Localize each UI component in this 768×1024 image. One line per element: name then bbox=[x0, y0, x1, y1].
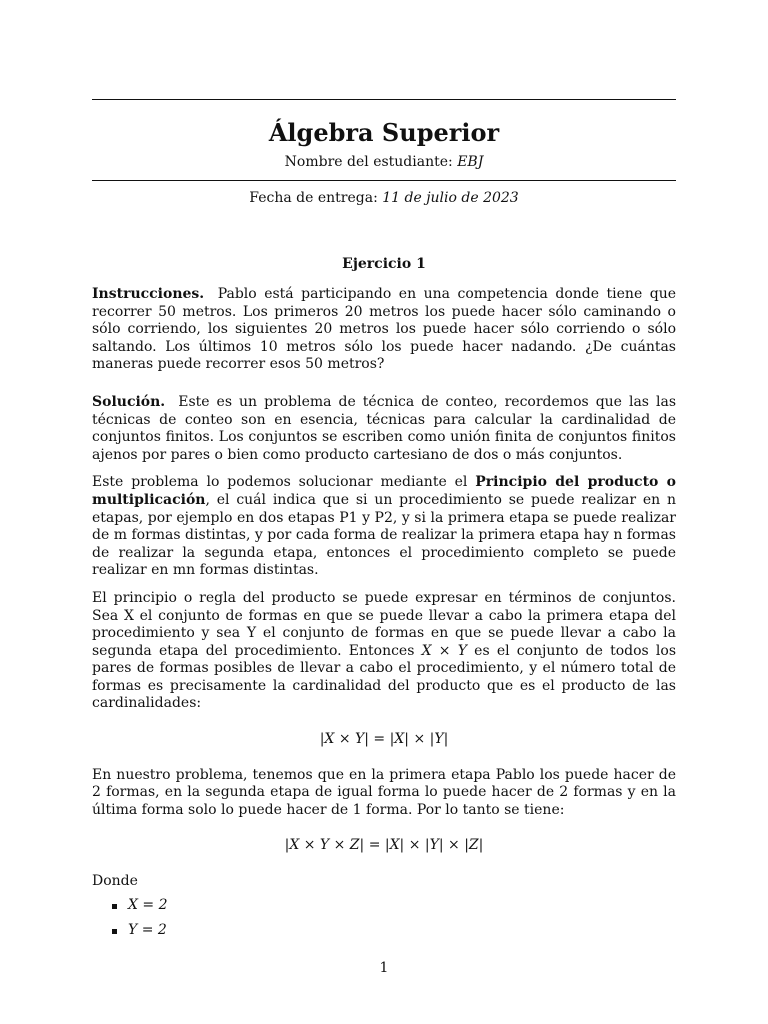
middle-rule bbox=[92, 180, 676, 181]
donde-label: Donde bbox=[92, 873, 138, 890]
date-line bbox=[92, 190, 676, 206]
sets-paragraph bbox=[92, 590, 676, 713]
exercise-body bbox=[92, 286, 676, 948]
product-principle-paragraph bbox=[92, 474, 676, 580]
solution-lead: Solución. bbox=[92, 393, 166, 410]
p2-after: , el cuál indica que si un procedimiento se puede realizar en n etapas, por ejemplo en dos etapas P1 y P2, y si la primera etapa se puede realizar de m formas distintas, y por cada forma de realizar la primera etapa hay n formas de realizar la segunda etapa, entonces el procedimiento completo se puede realizar en mn formas distintas. bbox=[92, 491, 676, 579]
p3-math: X × Y bbox=[421, 642, 467, 659]
p2-before: Este problema lo podemos solucionar mediante el bbox=[92, 474, 468, 491]
formula-2: |X × Y × Z| = |X| × |Y| × |Z| bbox=[284, 837, 484, 854]
document-title: Álgebra Superior bbox=[268, 118, 500, 147]
p4-text: En nuestro problema, tenemos que en la primera etapa Pablo los puede hacer de 2 formas, en la segunda etapa de igual forma lo puede hacer de 2 formas y en la última forma solo lo puede hacer de 1 forma. Por lo tanto se tiene: bbox=[92, 766, 676, 818]
top-rule bbox=[92, 99, 676, 100]
solution-paragraph bbox=[92, 394, 676, 464]
instructions-lead: Instrucciones. bbox=[92, 286, 205, 302]
p3-before: El principio o regla del producto se puede expresar en términos de conjuntos. Sea X el conjunto de formas en que se puede llevar a cabo la primera etapa del procedimiento y sea Y el conjunto de formas en que se puede llevar a cabo la segunda etapa del procedimiento. Entonces bbox=[92, 589, 676, 659]
date-value: 11 de julio de 2023 bbox=[382, 190, 519, 206]
instructions-text: Pablo está participando en una competencia donde tiene que recorrer 50 metros. Los primeros 20 metros los puede hacer sólo caminando o sólo corriendo, los siguientes 20 metros los puede hacer sólo corriendo o sólo saltando. Los últimos 10 metros sólo los puede hacer nadando. ¿De cuántas maneras puede recorrer esos 50 metros? bbox=[92, 286, 676, 373]
page-number: 1 bbox=[379, 960, 389, 976]
variables-list bbox=[92, 897, 676, 940]
student-line bbox=[92, 154, 676, 170]
exercise-title: Ejercicio 1 bbox=[342, 256, 426, 272]
instructions-paragraph bbox=[92, 286, 676, 374]
p3-after: es el conjunto de todos los pares de formas posibles de llevar a cabo el procedimiento, y el número total de formas es precisamente la cardinalidad del producto que es el producto de las cardinalidades: bbox=[92, 642, 677, 712]
formula-1: |X × Y| = |X| × |Y| bbox=[319, 731, 449, 748]
problem-paragraph bbox=[92, 767, 676, 820]
solution-text: Este es un problema de técnica de conteo, recordemos que las las técnicas de conteo son en esencia, técnicas para calcular la cardinalidad de conjuntos finitos. Los conjuntos se escriben como unión finita de conjuntos finitos ajenos por pares o bien como producto cartesiano de dos o más conjuntos. bbox=[92, 393, 677, 463]
list-item: X = 2 bbox=[112, 897, 676, 915]
student-label: Nombre del estudiante: bbox=[284, 154, 453, 170]
date-label: Fecha de entrega: bbox=[249, 190, 378, 206]
list-item: Y = 2 bbox=[112, 922, 676, 940]
student-name: EBJ bbox=[457, 154, 484, 170]
p2-bold: Principio del producto o multiplicación bbox=[92, 474, 677, 508]
